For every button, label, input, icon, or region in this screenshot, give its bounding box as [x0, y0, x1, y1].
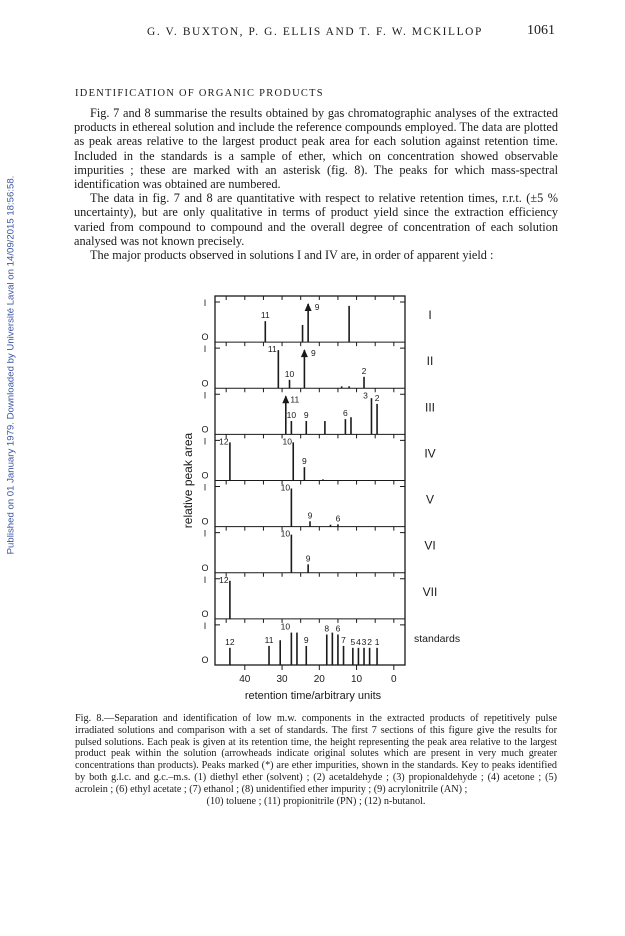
peak-label: 11 — [260, 310, 270, 321]
y-tick-label-zero: O — [201, 424, 209, 435]
peak-label: 7 — [341, 634, 346, 645]
peak-label: 6 — [335, 623, 341, 634]
peak-label: 11 — [290, 394, 300, 405]
peak-label: 6 — [335, 513, 341, 524]
page-number: 1061 — [527, 23, 555, 38]
section-title: IDENTIFICATION OF ORGANIC PRODUCTS — [75, 88, 324, 99]
y-tick-label-one: I — [203, 620, 207, 631]
figure-axes — [181, 296, 460, 702]
peak-arrowhead — [301, 349, 308, 357]
y-tick-label-zero: O — [201, 516, 209, 527]
x-tick-label: 40 — [239, 674, 251, 685]
caption-text-end: (10) toluene ; (11) propionitrile (PN) ; (12) n-butanol. — [206, 795, 426, 807]
panel-label-6: VI — [424, 538, 436, 553]
peak-label: 6 — [343, 408, 348, 419]
peak-label: 3 — [363, 390, 368, 401]
peak-label: 10 — [286, 410, 297, 421]
caption-text: Fig. 8.—Separation and identification of low m.w. components in the extracted products of repetitively pulse irradiated solutions and comparison with a set of standards. The first 7 sections of this figure give the results for pulsed solutions. Each peak is given at its retention time, the height representing the peak area relative to the largest product peak within the solution (arrowheads indicate original solutes which are present in very much greater concentrations than products). Peaks marked (*) are ether impurities, shown in the standards. Key to peaks identified by both g.l.c. and g.c.–m.s. (1) diethyl ether (solvent) ; (2) acetaldehyde ; (3) propionaldehyde ; (4) acetone ; (5) acrolein ; (6) ethyl acetate ; (7) ethanol ; (8) unidentified ether impurity ; (9) acrylonitrile (AN) ; — [75, 713, 557, 795]
y-tick-label-one: I — [203, 436, 207, 447]
panel-label-8: standards — [414, 632, 461, 645]
peak-label: 12 — [225, 636, 235, 647]
panel-label-4: IV — [424, 446, 436, 461]
peak-label: 5 — [350, 636, 356, 647]
peak-label: 9 — [302, 456, 307, 467]
y-tick-label-one: I — [203, 482, 207, 493]
peak-label: 9 — [314, 302, 320, 312]
peak-label: 10 — [280, 528, 291, 539]
panel-label-2: II — [426, 354, 434, 369]
y-tick-label-zero: O — [201, 655, 209, 665]
peak-label: 9 — [307, 510, 313, 521]
peak-arrowhead — [305, 303, 312, 311]
peak-label: 9 — [303, 410, 309, 421]
peak-label: 9 — [305, 553, 311, 564]
y-tick-label-zero: O — [201, 562, 209, 573]
peak-label: 9 — [303, 634, 309, 645]
peak-label: 12 — [219, 574, 229, 585]
y-tick-label-one: I — [203, 528, 207, 539]
paragraph: Fig. 7 and 8 summarise the results obtained by gas chromatographic analyses of the extracted products in ethereal solution and include the reference compounds employed. The data are plotted as peak areas relative to the largest product peak area for each solution against retention time. Included in the standards is a sample of ether, which on concentration showed observable impurities ; these are marked with an asterisk (fig. 8). The peaks for which mass-spectral identification was obtained are numbered. — [74, 106, 558, 192]
figure-caption — [75, 713, 557, 807]
paragraph: The major products observed in solutions I and IV are, in order of apparent yield : — [90, 248, 494, 263]
panel-label-7: VII — [422, 584, 438, 599]
y-tick-label-one: I — [203, 298, 207, 308]
peak-label: 2 — [374, 392, 380, 403]
peak-label: 2 — [367, 636, 372, 647]
panel-label-3: III — [424, 400, 436, 415]
peak-label: 8 — [324, 623, 330, 634]
peak-label: 10 — [282, 436, 292, 447]
y-tick-label-zero: O — [201, 378, 209, 389]
y-axis-label: relative peak area — [181, 432, 195, 529]
peak-label: 2 — [361, 365, 367, 376]
peak-label: 9 — [311, 348, 316, 359]
peak-label: 10 — [280, 621, 291, 632]
figure-peaks — [219, 302, 380, 665]
paragraph: The data in fig. 7 and 8 are quantitative with respect to relative retention times, r.r.t. (±5 % uncertainty), but are only qualitative in terms of product yield since the extraction efficiency varied from compound to compound and the overall degree of concentration of each solution analysed was not known precisely. — [74, 191, 558, 248]
peak-label: 11 — [267, 344, 277, 355]
y-tick-label-zero: O — [201, 470, 209, 481]
y-tick-label-zero: O — [201, 608, 209, 619]
peak-label: 4 — [356, 636, 361, 647]
y-tick-label-one: I — [203, 574, 207, 585]
y-tick-label-one: I — [203, 344, 207, 355]
x-axis-label: retention time/arbitrary units — [244, 690, 382, 702]
peak-label: 10 — [284, 368, 295, 379]
x-tick-label: 30 — [276, 674, 288, 685]
peak-label: 10 — [280, 482, 291, 493]
y-tick-label-one: I — [203, 390, 207, 401]
peak-label: 12 — [219, 436, 229, 447]
panel-label-1: I — [428, 308, 432, 323]
peak-label: 11 — [264, 634, 274, 645]
x-tick-label: 10 — [351, 674, 363, 685]
y-tick-label-zero: O — [201, 332, 209, 343]
running-header: G. V. BUXTON, P. G. ELLIS AND T. F. W. MCKILLOP — [147, 26, 483, 38]
watermark-text: Published on 01 January 1979. Downloaded by Université Laval on 14/09/2015 18:56:58. — [5, 175, 17, 555]
panel-label-5: V — [425, 492, 435, 507]
x-tick-label: 0 — [391, 674, 397, 685]
x-tick-label: 20 — [313, 674, 325, 685]
peak-label: 1 — [374, 636, 380, 647]
peak-label: 3 — [361, 636, 367, 647]
peak-arrowhead — [282, 395, 289, 403]
